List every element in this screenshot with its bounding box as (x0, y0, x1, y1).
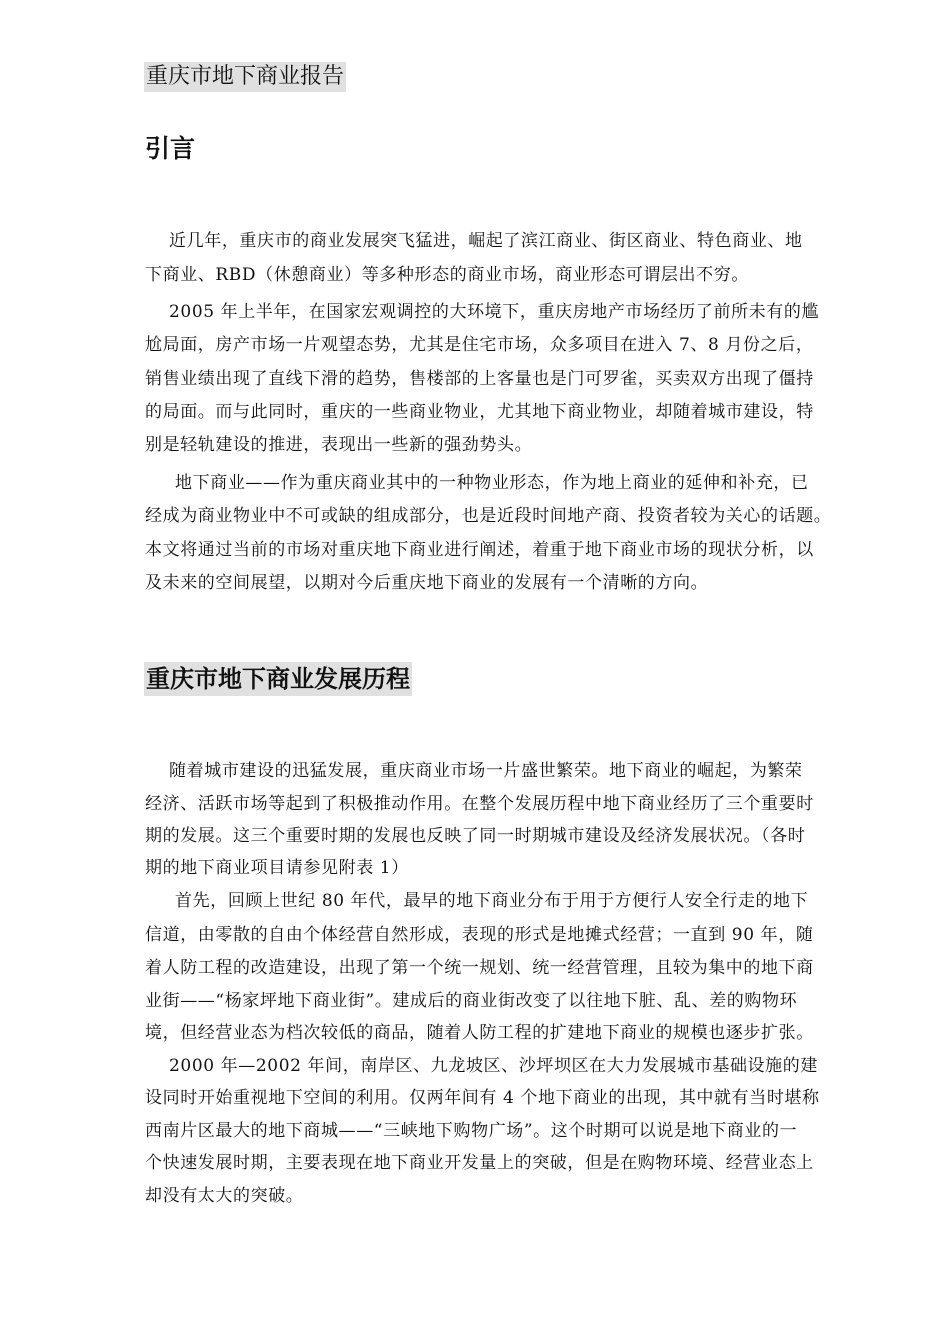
text-line: 2000 年—2002 年间，南岸区、九龙坡区、沙坪坝区在大力发展城市基础设施的建 (145, 1056, 818, 1076)
text-line: 近几年，重庆市的商业发展突飞猛进，崛起了滨江商业、街区商业、特色商业、地 (145, 231, 803, 251)
text-line: 期的地下商业项目请参见附表 1） (145, 858, 409, 878)
text-line: 个快速发展时期，主要表现在地下商业开发量上的突破，但是在购物环境、经营业态上 (145, 1153, 814, 1173)
document-title: 重庆市地下商业报告 (144, 62, 346, 92)
text-line: 及未来的空间展望，以期对今后重庆地下商业的发展有一个清晰的方向。 (145, 573, 709, 593)
section-heading-intro: 引言 (145, 134, 196, 163)
text-line: 经济、活跃市场等起到了积极推动作用。在整个发展历程中地下商业经历了三个重要时 (145, 794, 814, 814)
text-line: 信道，由零散的自由个体经营自然形成，表现的形式是地摊式经营；一直到 90 年，随 (145, 925, 814, 945)
text-line: 设同时开始重视地下空间的利用。仅两年间有 4 个地下商业的出现，其中就有当时堪称 (145, 1088, 820, 1108)
text-line: 着人防工程的改造建设，出现了第一个统一规划、统一经营管理，且较为集中的地下商 (145, 958, 814, 978)
text-line: 随着城市建设的迅猛发展，重庆商业市场一片盛世繁荣。地下商业的崛起，为繁荣 (145, 761, 803, 781)
text-line: 经成为商业物业中不可或缺的组成部分，也是近段时间地产商、投资者较为关心的话题。 (145, 506, 832, 526)
text-line: 地下商业——作为重庆商业其中的一种物业形态，作为地上商业的延伸和补充，已 (145, 473, 809, 493)
text-line: 境，但经营业态为档次较低的商品，随着人防工程的扩建地下商业的规模也逐步扩张。 (145, 1023, 814, 1043)
text-line: 下商业、RBD（休憩商业）等多种形态的商业市场，商业形态可谓层出不穷。 (145, 265, 749, 285)
text-line: 尬局面，房产市场一片观望态势，尤其是住宅市场，众多项目在进入 7、8 月份之后， (145, 335, 814, 355)
text-line: 2005 年上半年，在国家宏观调控的大环境下，重庆房地产市场经历了前所未有的尴 (145, 302, 820, 322)
text-line: 销售业绩出现了直线下滑的趋势，售楼部的上客量也是门可罗雀，买卖双方出现了僵持 (145, 369, 814, 389)
text-line: 本文将通过当前的市场对重庆地下商业进行阐述，着重于地下商业市场的现状分析，以 (145, 540, 814, 560)
text-line: 首先，回顾上世纪 80 年代，最早的地下商业分布于用于方便行人安全行走的地下 (145, 891, 809, 911)
text-line: 的局面。而与此同时，重庆的一些商业物业，尤其地下商业物业，却随着城市建设，特 (145, 402, 814, 422)
text-line: 别是轻轨建设的推进，表现出一些新的强劲势头。 (145, 435, 533, 455)
section-heading-history: 重庆市地下商业发展历程 (144, 662, 412, 696)
text-line: 却没有太大的突破。 (145, 1186, 304, 1206)
text-line: 业街——“杨家坪地下商业街”。建成后的商业街改变了以往地下脏、乱、差的购物环 (145, 991, 798, 1011)
text-line: 期的发展。这三个重要时期的发展也反映了同一时期城市建设及经济发展状况。（各时 (145, 826, 806, 846)
text-line: 西南片区最大的地下商城——“三峡地下购物广场”。这个时期可以说是地下商业的一 (145, 1121, 798, 1141)
